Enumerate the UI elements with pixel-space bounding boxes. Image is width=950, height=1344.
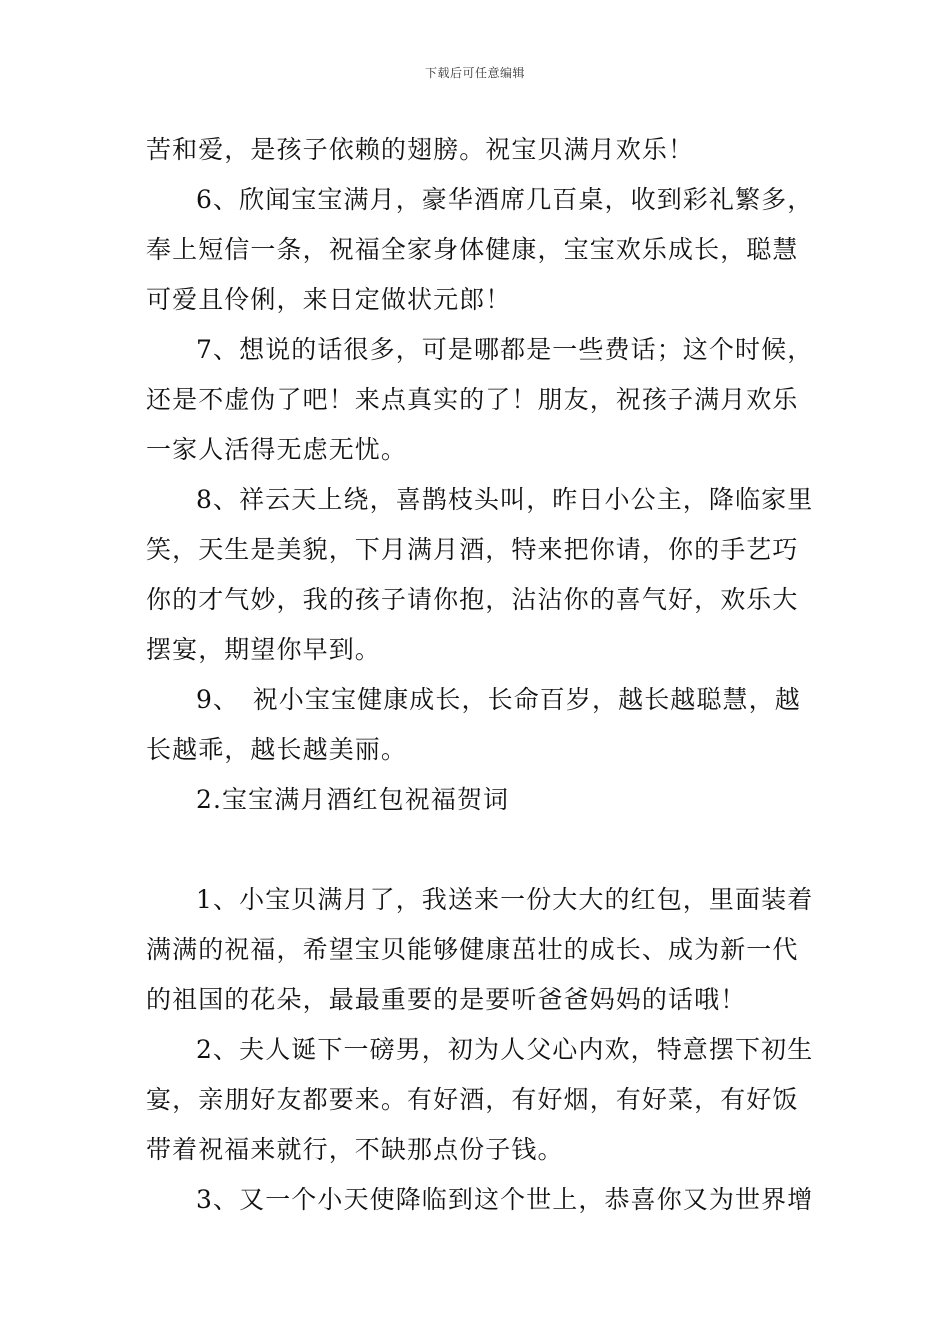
- text-line: 9、 祝小宝宝健康成长，长命百岁，越长越聪慧，越: [196, 685, 801, 714]
- section-heading: 2.宝宝满月酒红包祝福贺词: [196, 785, 510, 814]
- text-line: 苦和爱，是孩子依赖的翅膀。祝宝贝满月欢乐！: [146, 135, 695, 164]
- text-line: 的祖国的花朵，最最重要的是要听爸爸妈妈的话哦！: [146, 985, 747, 1014]
- text-line: 长越乖，越长越美丽。: [146, 735, 408, 764]
- text-line: 还是不虚伪了吧！来点真实的了！朋友，祝孩子满月欢乐: [146, 385, 799, 414]
- text-line: 摆宴，期望你早到。: [146, 635, 381, 664]
- text-line: 3、又一个小天使降临到这个世上，恭喜你又为世界增: [196, 1185, 814, 1214]
- text-line: 8、祥云天上绕，喜鹊枝头叫，昨日小公主，降临家里: [196, 485, 814, 514]
- text-line: 7、想说的话很多，可是哪都是一些费话；这个时候，: [196, 335, 814, 364]
- text-line: 6、欣闻宝宝满月，豪华酒席几百桌，收到彩礼繁多，: [196, 185, 814, 214]
- text-line: 你的才气妙，我的孩子请你抱，沾沾你的喜气好，欢乐大: [146, 585, 799, 614]
- page-header: 下载后可任意编辑: [424, 66, 525, 80]
- text-line: 带着祝福来就行，不缺那点份子钱。: [146, 1135, 564, 1164]
- text-line: 奉上短信一条，祝福全家身体健康，宝宝欢乐成长，聪慧: [146, 235, 799, 264]
- text-line: 2、夫人诞下一磅男，初为人父心内欢，特意摆下初生: [196, 1035, 814, 1064]
- text-line: 一家人活得无虑无忧。: [146, 435, 408, 464]
- text-line: 可爱且伶俐，来日定做状元郎！: [146, 285, 512, 314]
- text-line: 满满的祝福，希望宝贝能够健康茁壮的成长、成为新一代: [146, 935, 799, 964]
- text-line: 笑，天生是美貌，下月满月酒，特来把你请，你的手艺巧: [146, 535, 799, 564]
- text-line: 1、小宝贝满月了，我送来一份大大的红包，里面装着: [196, 885, 814, 914]
- text-line: 宴，亲朋好友都要来。有好酒，有好烟，有好菜，有好饭: [146, 1085, 799, 1114]
